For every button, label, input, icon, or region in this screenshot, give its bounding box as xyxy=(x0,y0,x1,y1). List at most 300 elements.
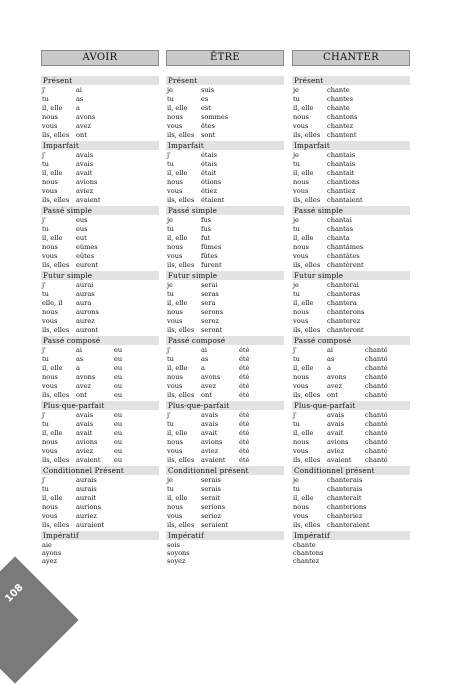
participle xyxy=(365,476,405,485)
conjugation-row xyxy=(41,308,159,317)
participle xyxy=(239,521,279,530)
verb-form: étions xyxy=(201,178,222,186)
verb-form: étais xyxy=(201,160,217,168)
pronoun: vous xyxy=(42,187,58,195)
pronoun: tu xyxy=(42,95,49,103)
participle xyxy=(365,178,405,187)
conjugation-row xyxy=(292,131,410,140)
imperatif-form: chante xyxy=(293,541,316,549)
verb-form: avait xyxy=(76,169,93,177)
verb-form: seriez xyxy=(201,512,221,520)
pronoun: je xyxy=(293,281,299,289)
verb-form: chanterez xyxy=(327,317,361,325)
pronoun: nous xyxy=(42,243,58,251)
verb-form: auraient xyxy=(76,521,105,529)
conjugation-row xyxy=(292,364,410,373)
participle xyxy=(114,86,154,95)
pronoun: tu xyxy=(167,95,174,103)
pronoun: vous xyxy=(167,447,183,455)
participle: eu xyxy=(114,391,123,399)
conjugation-row xyxy=(292,281,410,290)
participle: eu xyxy=(114,364,123,372)
verb-form: eut xyxy=(76,234,87,242)
pronoun: je xyxy=(293,86,299,94)
participle: chanté xyxy=(365,456,388,464)
pronoun: il, elle xyxy=(293,104,314,112)
conjugation-row xyxy=(292,160,410,169)
conjugation-row xyxy=(41,317,159,326)
participle xyxy=(239,503,279,512)
verb-form: avais xyxy=(201,420,219,428)
pronoun: tu xyxy=(293,225,300,233)
verb-form: chanterais xyxy=(327,485,363,493)
pronoun: vous xyxy=(293,252,309,260)
verb-form: as xyxy=(76,95,84,103)
pronoun: il, elle xyxy=(167,169,188,177)
participle: été xyxy=(239,391,250,399)
participle xyxy=(114,104,154,113)
verb-form: avons xyxy=(76,113,96,121)
participle xyxy=(114,252,154,261)
verb-form: chantes xyxy=(327,95,354,103)
conjugation-row xyxy=(41,290,159,299)
conjugation-row xyxy=(41,476,159,485)
pronoun: je xyxy=(167,86,173,94)
participle: eu xyxy=(114,456,123,464)
page-number: 108 xyxy=(3,582,26,605)
verb-form: suis xyxy=(201,86,215,94)
pronoun: tu xyxy=(42,355,49,363)
conjugation-row xyxy=(41,234,159,243)
participle: chanté xyxy=(365,382,388,390)
verb-form: serai xyxy=(201,281,218,289)
participle xyxy=(365,113,405,122)
conjugation-row xyxy=(292,169,410,178)
verb-form: avez xyxy=(327,382,343,390)
pronoun: vous xyxy=(167,122,183,130)
conjugation-row xyxy=(292,485,410,494)
conjugation-row xyxy=(166,364,284,373)
participle xyxy=(114,281,154,290)
verb-form: avez xyxy=(76,382,92,390)
verb-form: aurions xyxy=(76,503,102,511)
participle: chanté xyxy=(365,364,388,372)
tense-header: Futur simple xyxy=(41,271,159,280)
conjugation-row xyxy=(292,456,410,465)
verb-form: avais xyxy=(76,160,94,168)
conjugation-row xyxy=(166,160,284,169)
conjugation-row xyxy=(41,382,159,391)
pronoun: il, elle xyxy=(42,429,63,437)
participle xyxy=(114,512,154,521)
imperatif-form: aie xyxy=(42,541,52,549)
verb-form: auront xyxy=(76,326,99,334)
verb-form: chanteront xyxy=(327,326,364,334)
verb-form: aura xyxy=(76,299,92,307)
tense-header: Futur simple xyxy=(166,271,284,280)
participle xyxy=(239,252,279,261)
participle xyxy=(114,326,154,335)
verb-form: ont xyxy=(201,391,212,399)
verb-form: aurai xyxy=(76,281,94,289)
pronoun: vous xyxy=(293,447,309,455)
verb-form: serions xyxy=(201,503,226,511)
participle xyxy=(239,104,279,113)
conjugation-row xyxy=(166,382,284,391)
verb-form: avais xyxy=(327,420,345,428)
verb-form: eurent xyxy=(76,261,99,269)
participle xyxy=(239,151,279,160)
conjugation-row xyxy=(166,290,284,299)
pronoun: il, elle xyxy=(293,429,314,437)
conjugation-row xyxy=(41,447,159,456)
participle: chanté xyxy=(365,447,388,455)
conjugation-row xyxy=(292,503,410,512)
conjugation-row xyxy=(292,355,410,364)
participle xyxy=(114,494,154,503)
conjugation-row xyxy=(292,308,410,317)
verb-form: avais xyxy=(201,411,219,419)
conjugation-row xyxy=(292,178,410,187)
conjugation-row xyxy=(292,104,410,113)
participle: chanté xyxy=(365,429,388,437)
pronoun: j' xyxy=(42,411,46,419)
tense-header: Plus-que-parfait xyxy=(166,401,284,410)
participle: eu xyxy=(114,429,123,437)
pronoun: tu xyxy=(293,355,300,363)
pronoun: j' xyxy=(42,216,46,224)
verb-form: avais xyxy=(327,411,345,419)
pronoun: il, elle xyxy=(293,169,314,177)
participle: chanté xyxy=(365,438,388,446)
pronoun: nous xyxy=(42,503,58,511)
conjugation-row xyxy=(292,187,410,196)
participle: chanté xyxy=(365,420,388,428)
tense-section xyxy=(166,76,284,140)
pronoun: ils, elles xyxy=(42,326,70,334)
imperatif-form: soyez xyxy=(167,557,186,565)
participle: chanté xyxy=(365,355,388,363)
verb-form: chantiez xyxy=(327,187,356,195)
tense-section xyxy=(292,271,410,335)
participle xyxy=(239,281,279,290)
pronoun: vous xyxy=(42,382,58,390)
pronoun: j' xyxy=(42,281,46,289)
participle xyxy=(365,485,405,494)
pronoun: tu xyxy=(42,485,49,493)
verb-form: étais xyxy=(201,151,217,159)
pronoun: tu xyxy=(167,160,174,168)
conjugation-row xyxy=(41,391,159,400)
pronoun: je xyxy=(293,476,299,484)
tense-header: Présent xyxy=(41,76,159,85)
tense-header: Plus-que-parfait xyxy=(292,401,410,410)
participle xyxy=(365,104,405,113)
conjugation-row xyxy=(292,234,410,243)
conjugation-row xyxy=(41,261,159,270)
pronoun: j' xyxy=(293,346,297,354)
conjugation-row xyxy=(41,216,159,225)
conjugation-row xyxy=(292,122,410,131)
participle xyxy=(114,225,154,234)
participle xyxy=(365,512,405,521)
pronoun: tu xyxy=(293,485,300,493)
pronoun: tu xyxy=(42,290,49,298)
verb-form: chantas xyxy=(327,225,354,233)
pronoun: il, elle xyxy=(293,494,314,502)
verb-form: êtes xyxy=(201,122,215,130)
participle xyxy=(114,261,154,270)
conjugation-row xyxy=(41,281,159,290)
verb-form: chantèrent xyxy=(327,261,364,269)
verb-form: as xyxy=(76,355,84,363)
participle xyxy=(239,326,279,335)
conjugation-row xyxy=(41,373,159,382)
verb-form: ai xyxy=(76,86,83,94)
tense-header: Conditionnel Présent xyxy=(41,466,159,475)
participle xyxy=(239,317,279,326)
verb-form: eûmes xyxy=(76,243,98,251)
participle xyxy=(239,131,279,140)
verb-form: serais xyxy=(201,485,221,493)
tense-header: Passé composé xyxy=(166,336,284,345)
tense-header: Plus-que-parfait xyxy=(41,401,159,410)
pronoun: nous xyxy=(293,113,309,121)
verb-form: chantaient xyxy=(327,196,363,204)
conjugation-row xyxy=(41,95,159,104)
pronoun: je xyxy=(293,216,299,224)
pronoun: ils, elles xyxy=(42,131,70,139)
verb-form: chantent xyxy=(327,131,357,139)
pronoun: j' xyxy=(42,86,46,94)
pronoun: il, elle xyxy=(42,494,63,502)
tense-section xyxy=(166,466,284,530)
verb-form: sont xyxy=(201,131,216,139)
tense-section xyxy=(166,206,284,270)
participle xyxy=(365,225,405,234)
verb-form: fûtes xyxy=(201,252,218,260)
verb-form: seraient xyxy=(201,521,229,529)
verb-form: eus xyxy=(76,225,88,233)
conjugation-row xyxy=(166,346,284,355)
pronoun: vous xyxy=(293,317,309,325)
verb-form: avait xyxy=(201,429,218,437)
tense-section xyxy=(292,401,410,465)
verb-form: chantâmes xyxy=(327,243,364,251)
verb-form: furent xyxy=(201,261,222,269)
pronoun: ils, elles xyxy=(167,456,195,464)
verb-form: serons xyxy=(201,308,224,316)
verb-form: chante xyxy=(327,104,350,112)
verb-form: chantez xyxy=(327,122,354,130)
participle xyxy=(239,225,279,234)
verb-form: aurons xyxy=(76,308,99,316)
verb-form: chanterions xyxy=(327,503,367,511)
verb-form: avez xyxy=(76,122,92,130)
conjugation-row xyxy=(292,382,410,391)
participle: eu xyxy=(114,373,123,381)
pronoun: je xyxy=(167,281,173,289)
conjugation-row xyxy=(41,151,159,160)
conjugation-row xyxy=(41,521,159,530)
conjugation-row xyxy=(166,308,284,317)
participle xyxy=(239,485,279,494)
pronoun: ils, elles xyxy=(293,261,321,269)
tense-header: Imparfait xyxy=(41,141,159,150)
verb-form: aviez xyxy=(76,187,94,195)
verb-form: a xyxy=(76,104,80,112)
pronoun: ils, elles xyxy=(167,131,195,139)
pronoun: tu xyxy=(167,225,174,233)
conjugation-row xyxy=(292,447,410,456)
verb-form: a xyxy=(201,364,205,372)
verb-form: chantait xyxy=(327,169,355,177)
conjugation-row xyxy=(166,216,284,225)
verb-form: avaient xyxy=(327,456,352,464)
verb-form: serais xyxy=(201,476,221,484)
verb-form: avions xyxy=(76,178,98,186)
pronoun: nous xyxy=(293,503,309,511)
pronoun: j' xyxy=(167,151,171,159)
conjugation-row xyxy=(166,113,284,122)
tense-section xyxy=(41,401,159,465)
verb-form: fus xyxy=(201,216,212,224)
verb-form: aurez xyxy=(76,317,95,325)
tense-header: Impératif xyxy=(41,531,159,540)
verb-form: ai xyxy=(76,346,83,354)
pronoun: ils, elles xyxy=(293,456,321,464)
participle xyxy=(114,216,154,225)
pronoun: ils, elles xyxy=(293,326,321,334)
pronoun: nous xyxy=(167,438,183,446)
verb-header: AVOIR xyxy=(41,50,159,66)
conjugation-row xyxy=(166,438,284,447)
imperatif-form: chantons xyxy=(293,549,324,557)
participle xyxy=(365,503,405,512)
conjugation-row xyxy=(166,521,284,530)
tense-section xyxy=(166,401,284,465)
verb-form: ont xyxy=(76,131,87,139)
participle: eu xyxy=(114,346,123,354)
pronoun: nous xyxy=(293,438,309,446)
conjugation-row xyxy=(166,476,284,485)
pronoun: j' xyxy=(42,346,46,354)
pronoun: ils, elles xyxy=(167,521,195,529)
pronoun: je xyxy=(167,216,173,224)
verb-form: auras xyxy=(76,290,95,298)
pronoun: vous xyxy=(167,187,183,195)
participle xyxy=(365,151,405,160)
pronoun: tu xyxy=(42,225,49,233)
participle xyxy=(365,95,405,104)
pronoun: vous xyxy=(42,512,58,520)
conjugation-row xyxy=(292,95,410,104)
participle xyxy=(365,261,405,270)
verb-form: chantera xyxy=(327,299,357,307)
conjugation-row xyxy=(41,104,159,113)
conjugation-row xyxy=(292,299,410,308)
imperatif-form: soyons xyxy=(167,549,190,557)
participle xyxy=(239,196,279,205)
pronoun: il, elle xyxy=(42,364,63,372)
conjugation-row xyxy=(292,373,410,382)
pronoun: il, elle xyxy=(167,299,188,307)
pronoun: ils, elles xyxy=(167,391,195,399)
pronoun: nous xyxy=(293,308,309,316)
verb-form: es xyxy=(201,95,209,103)
pronoun: vous xyxy=(167,252,183,260)
participle xyxy=(114,521,154,530)
pronoun: tu xyxy=(42,420,49,428)
tense-header: Passé simple xyxy=(41,206,159,215)
conjugation-row xyxy=(292,420,410,429)
conjugation-row xyxy=(166,95,284,104)
tense-header: Impératif xyxy=(166,531,284,540)
conjugation-row xyxy=(41,196,159,205)
conjugation-row xyxy=(292,216,410,225)
participle xyxy=(365,252,405,261)
participle xyxy=(365,196,405,205)
imperatif-section xyxy=(41,531,159,565)
participle: été xyxy=(239,456,250,464)
verb-form: aurais xyxy=(76,476,97,484)
pronoun: nous xyxy=(167,308,183,316)
pronoun: ils, elles xyxy=(167,326,195,334)
pronoun: il, elle xyxy=(167,494,188,502)
pronoun: il, elle xyxy=(293,299,314,307)
pronoun: je xyxy=(293,151,299,159)
verb-form: chantâtes xyxy=(327,252,360,260)
conjugation-row xyxy=(166,355,284,364)
pronoun: vous xyxy=(293,512,309,520)
conjugation-row xyxy=(166,151,284,160)
conjugation-row xyxy=(166,104,284,113)
pronoun: je xyxy=(167,476,173,484)
verb-form: avions xyxy=(327,438,349,446)
participle xyxy=(114,178,154,187)
verb-header: CHANTER xyxy=(292,50,410,66)
column-chanter xyxy=(292,50,410,566)
participle xyxy=(114,131,154,140)
conjugation-row xyxy=(292,317,410,326)
pronoun: il, elle xyxy=(167,429,188,437)
verb-form: chanterons xyxy=(327,308,365,316)
verb-header: ÊTRE xyxy=(166,50,284,66)
tense-section xyxy=(292,141,410,205)
tense-section xyxy=(41,336,159,400)
conjugation-row xyxy=(166,326,284,335)
verb-form: chantai xyxy=(327,216,352,224)
participle xyxy=(239,187,279,196)
pronoun: ils, elles xyxy=(42,196,70,204)
participle xyxy=(365,122,405,131)
verb-form: chantons xyxy=(327,113,358,121)
tense-section xyxy=(166,336,284,400)
pronoun: elle, il xyxy=(42,299,63,307)
verb-form: avais xyxy=(76,151,94,159)
participle: eu xyxy=(114,355,123,363)
tense-section xyxy=(292,76,410,140)
participle: chanté xyxy=(365,346,388,354)
pronoun: vous xyxy=(42,447,58,455)
tense-header: Passé composé xyxy=(41,336,159,345)
participle xyxy=(239,261,279,270)
verb-form: chanteras xyxy=(327,290,361,298)
tense-section xyxy=(41,141,159,205)
conjugation-row xyxy=(292,438,410,447)
participle xyxy=(114,485,154,494)
conjugation-row xyxy=(41,485,159,494)
